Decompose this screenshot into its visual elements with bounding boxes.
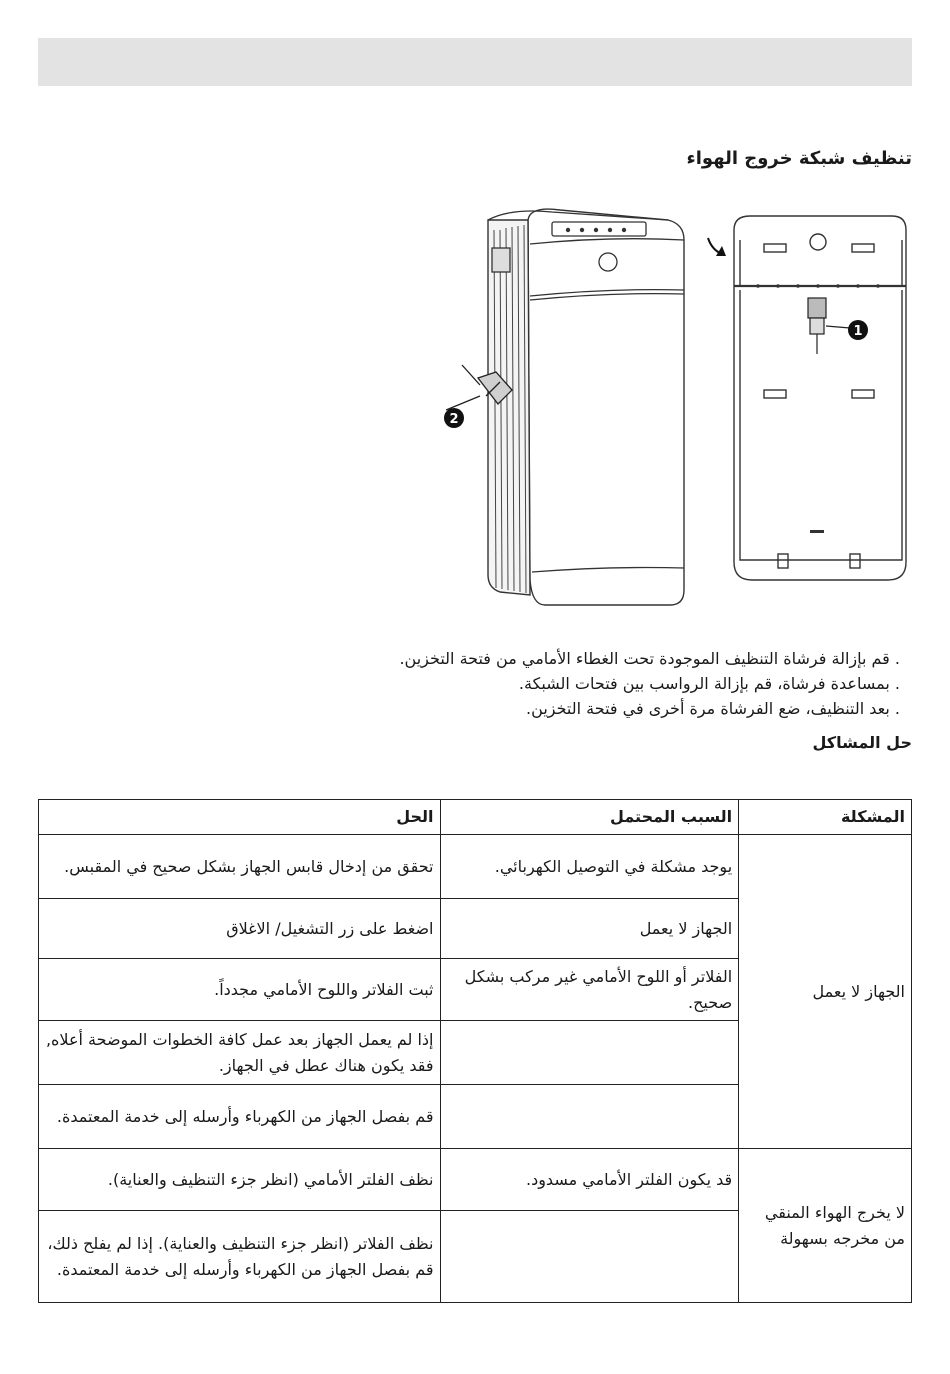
solution-cell: نظف الفلاتر (انظر جزء التنظيف والعناية). إذا لم يفلح ذلك، قم بفصل الجهاز من الكهرباء وأرسله إلى خدمة المعتمدة. [39, 1211, 441, 1303]
cause-cell [440, 1021, 739, 1085]
cause-cell [440, 1211, 739, 1303]
section-title: تنظيف شبكة خروج الهواء [686, 148, 912, 169]
solution-cell: قم بفصل الجهاز من الكهرباء وأرسله إلى خدمة المعتمدة. [39, 1085, 441, 1149]
steps-list [399, 646, 900, 721]
step-1: . قم بإزالة فرشاة التنظيف الموجودة تحت الغطاء الأمامي من فتحة التخزين. [399, 649, 900, 668]
troubleshooting-table [38, 799, 912, 1303]
table-row [39, 835, 912, 899]
solution-cell: إذا لم يعمل الجهاز بعد عمل كافة الخطوات الموضحة أعلاه, فقد يكون هناك عطل في الجهاز. [39, 1021, 441, 1085]
solution-cell: تحقق من إدخال قابس الجهاز بشكل صحيح في المقبس. [39, 835, 441, 899]
cause-cell: قد يكون الفلتر الأمامي مسدود. [440, 1149, 739, 1211]
cause-cell: يوجد مشكلة في التوصيل الكهربائي. [440, 835, 739, 899]
solution-cell: ثبت الفلاتر واللوح الأمامي مجدداً. [39, 959, 441, 1021]
cause-cell: الجهاز لا يعمل [440, 899, 739, 959]
step-3: . بعد التنظيف، ضع الفرشاة مرة أخرى في فتحة التخزين. [526, 699, 900, 718]
callout-1: 1 [853, 324, 863, 339]
table-header-row [39, 800, 912, 835]
cause-cell [440, 1085, 739, 1149]
table-row [39, 1149, 912, 1211]
header-solution: الحل [39, 800, 441, 835]
solution-cell: اضغط على زر التشغيل/ الاغلاق [39, 899, 441, 959]
callout-2: 2 [449, 412, 459, 427]
header-bar [38, 38, 912, 86]
purifier-illustration [440, 200, 920, 620]
troubleshooting-title: حل المشاكل [812, 733, 912, 752]
solution-cell: نظف الفلتر الأمامي (انظر جزء التنظيف والعناية). [39, 1149, 441, 1211]
step-2: . بمساعدة فرشاة، قم بإزالة الرواسب بين فتحات الشبكة. [518, 674, 900, 693]
problem-cell: الجهاز لا يعمل [739, 835, 912, 1149]
problem-cell: لا يخرج الهواء المنقي من مخرجه بسهولة [739, 1149, 912, 1303]
header-cause: السبب المحتمل [440, 800, 739, 835]
cause-cell: الفلاتر أو اللوح الأمامي غير مركب بشكل صحيح. [440, 959, 739, 1021]
header-problem: المشكلة [739, 800, 912, 835]
